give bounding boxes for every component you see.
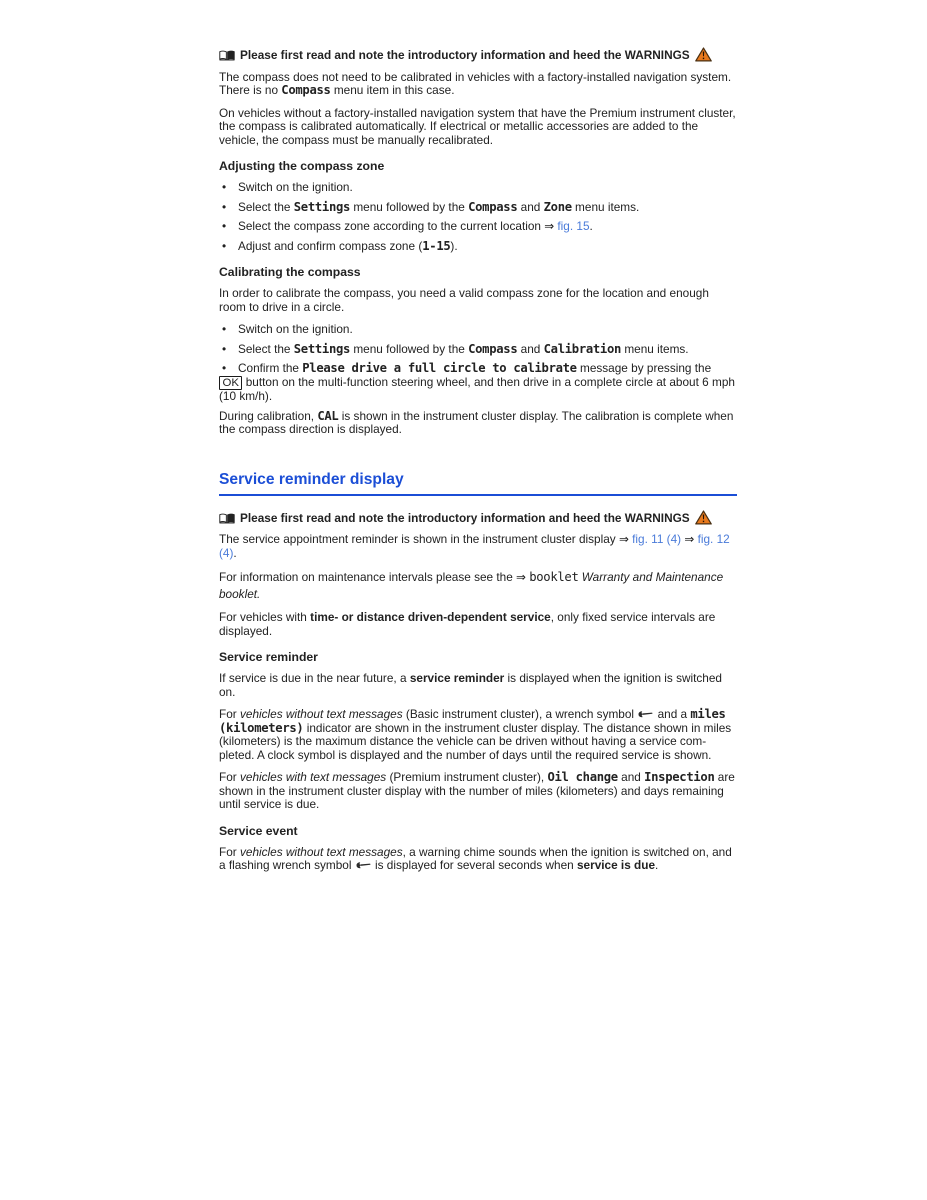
italic-segment: vehicles without text messages [239, 844, 403, 859]
text-segment: For information on maintenance intervals please see the ⇒ [219, 570, 530, 584]
paragraph [219, 533, 737, 560]
paragraph [219, 107, 737, 148]
mono-segment: Settings [293, 199, 351, 214]
wrench-icon [638, 710, 653, 718]
paragraph [219, 672, 737, 699]
mono-segment: Compass [281, 83, 331, 97]
paragraph [219, 287, 737, 314]
bullet-item [219, 220, 737, 234]
paragraph [219, 708, 737, 762]
mono-segment: Zone [543, 199, 572, 214]
text-segment: , only fixed service intervals are displayed. [219, 610, 716, 638]
service-reminder-section [219, 471, 737, 873]
compass-section-blocks [219, 47, 737, 437]
wrench-icon [356, 861, 371, 869]
bold-segment: Please first read and note the introductory information and heed the WARNINGS [240, 510, 690, 525]
bullet-item [219, 323, 737, 337]
paragraph [219, 569, 737, 602]
text-segment: For [219, 844, 240, 859]
section-title: Service reminder display [219, 471, 737, 496]
warning-triangle-icon [695, 510, 712, 525]
service-reminder-section-blocks [219, 510, 737, 873]
text-segment: Select the [238, 341, 294, 356]
text-segment: , a warning chime sounds when the ignition is switched on, and a flashing wrench symbol [219, 844, 732, 872]
italic-segment: Warranty and Maintenance booklet. [219, 570, 724, 601]
text-segment: is shown in the instrument cluster display. The calibration is complete when the compass direction is displayed. [219, 408, 734, 436]
text-segment: and a [654, 707, 691, 721]
bullet-dot: • [222, 322, 227, 336]
italic-segment: vehicles with text messages [239, 770, 387, 784]
bullet-dot: • [222, 238, 227, 253]
mono-segment: Inspection [644, 770, 715, 784]
bold-segment: service is due [576, 858, 656, 872]
text-segment: (Basic instrument cluster), a wrench symbol [402, 707, 638, 721]
bullet-dot: • [222, 341, 227, 356]
bold-segment: Please first read and note the introductory information and heed the WARNINGS [240, 48, 690, 62]
text-segment: Adjust and confirm compass zone ( [238, 238, 423, 253]
mono-segment: Oil change [547, 770, 618, 784]
mono-segment: 1-15 [422, 238, 451, 253]
monoreg-segment: booklet [529, 570, 579, 584]
text-segment: In order to calibrate the compass, you need a valid compass zone for the location and enough room to drive in a circle. [219, 286, 709, 314]
text-segment: menu followed by the [350, 341, 469, 356]
text-segment: Select the [238, 199, 294, 214]
text-segment: For vehicles with [219, 610, 311, 624]
mono-segment: Please drive a full circle to calibrate [302, 361, 577, 375]
bullet-item [219, 240, 737, 254]
bullet-item [219, 362, 737, 404]
italic-segment: vehicles without text messages [239, 707, 403, 721]
bold-segment: service reminder [409, 671, 505, 685]
text-segment: menu followed by the [350, 199, 469, 214]
figure-link[interactable]: fig. 11 (4) [632, 532, 682, 546]
mono-segment: Compass [468, 341, 518, 356]
bullet-dot: • [222, 219, 227, 233]
open-book-icon [219, 513, 235, 524]
bullet-dot: • [222, 361, 227, 375]
text-segment: . [233, 545, 237, 560]
text-segment: Switch on the ignition. [238, 180, 353, 194]
text-segment: During calibration, [219, 408, 318, 423]
open-book-icon [219, 50, 235, 61]
figure-link[interactable]: fig. 12 (4) [219, 532, 730, 560]
text-segment: and [617, 770, 645, 784]
text-segment: ). [450, 238, 458, 253]
mono-segment: Compass [468, 199, 518, 214]
mono-segment: Settings [293, 341, 351, 356]
text-segment: . [655, 858, 659, 872]
text-segment: and [517, 199, 544, 214]
text-segment: The compass does not need to be calibrated in vehicles with a factory-installed navigation system. There is no [219, 69, 732, 97]
text-segment: is displayed when the ignition is switched on. [219, 671, 722, 699]
compass-section [219, 47, 737, 437]
subsection-heading: Service reminder [219, 650, 318, 664]
bullet-dot: • [222, 180, 227, 194]
text-segment: indicator are shown in the instrument cluster display. The distance shown in miles (kilometers) is the maximum distance the vehicle can be driven without having a service completed. A clock symbol is displayed and the number of days until the required service is shown. [219, 720, 732, 762]
mono-segment: miles (kilometers) [219, 707, 726, 735]
text-segment: is displayed for several seconds when [371, 858, 577, 872]
mono-segment: Calibration [543, 341, 622, 356]
text-segment: Select the compass zone according to the current location ⇒ [238, 219, 558, 233]
text-segment: and [517, 341, 544, 356]
text-segment: The service appointment reminder is shown in the instrument cluster display ⇒ [219, 532, 633, 546]
bullet-item [219, 201, 737, 215]
text-segment: . [589, 219, 593, 233]
text-segment: are shown in the instrument cluster display with the number of miles (kilometers) and days remaining until service is due. [219, 770, 735, 811]
text-segment: message by pressing the [576, 361, 712, 375]
paragraph [219, 611, 737, 638]
bullet-dot: • [222, 199, 227, 214]
text-segment: Switch on the ignition. [238, 322, 353, 336]
read-warnings-note [219, 510, 737, 526]
subsection-heading: Adjusting the compass zone [219, 159, 385, 173]
text-segment: menu items. [571, 199, 640, 214]
boxed-segment: OK [219, 376, 242, 391]
bullet-item [219, 343, 737, 357]
paragraph [219, 410, 737, 437]
mono-segment: CAL [317, 408, 339, 423]
figure-link[interactable]: fig. 15 [557, 219, 590, 233]
subsection-heading: Calibrating the compass [219, 265, 361, 279]
text-segment: For [219, 770, 240, 784]
text-segment: (Premium instrument cluster), [386, 770, 548, 784]
subsection-heading: Service event [219, 823, 298, 838]
text-segment: button on the multi-function steering wheel, and then drive in a complete circle at about 6 mph (10 km/h). [219, 374, 735, 403]
bold-segment: time- or distance driven-dependent service [310, 610, 551, 624]
warning-triangle-icon [695, 47, 712, 62]
bullet-item [219, 181, 737, 195]
paragraph [219, 846, 737, 873]
text-segment: If service is due in the near future, a [219, 671, 410, 685]
text-segment: Confirm the [238, 361, 303, 375]
manual-page-content [219, 47, 737, 882]
text-segment: menu item in this case. [330, 83, 455, 97]
text-segment: On vehicles without a factory-installed navigation system that have the Premium instrument cluster, the compass is calibrated automatically. If electrical or metallic accessories are added to the vehicle, the compass must be manually recalibrated. [219, 105, 736, 147]
read-warnings-note [219, 47, 737, 63]
paragraph [219, 771, 737, 812]
text-segment: menu items. [621, 341, 689, 356]
text-segment: For [219, 707, 240, 721]
text-segment: ⇒ [681, 532, 698, 546]
paragraph [219, 71, 737, 98]
